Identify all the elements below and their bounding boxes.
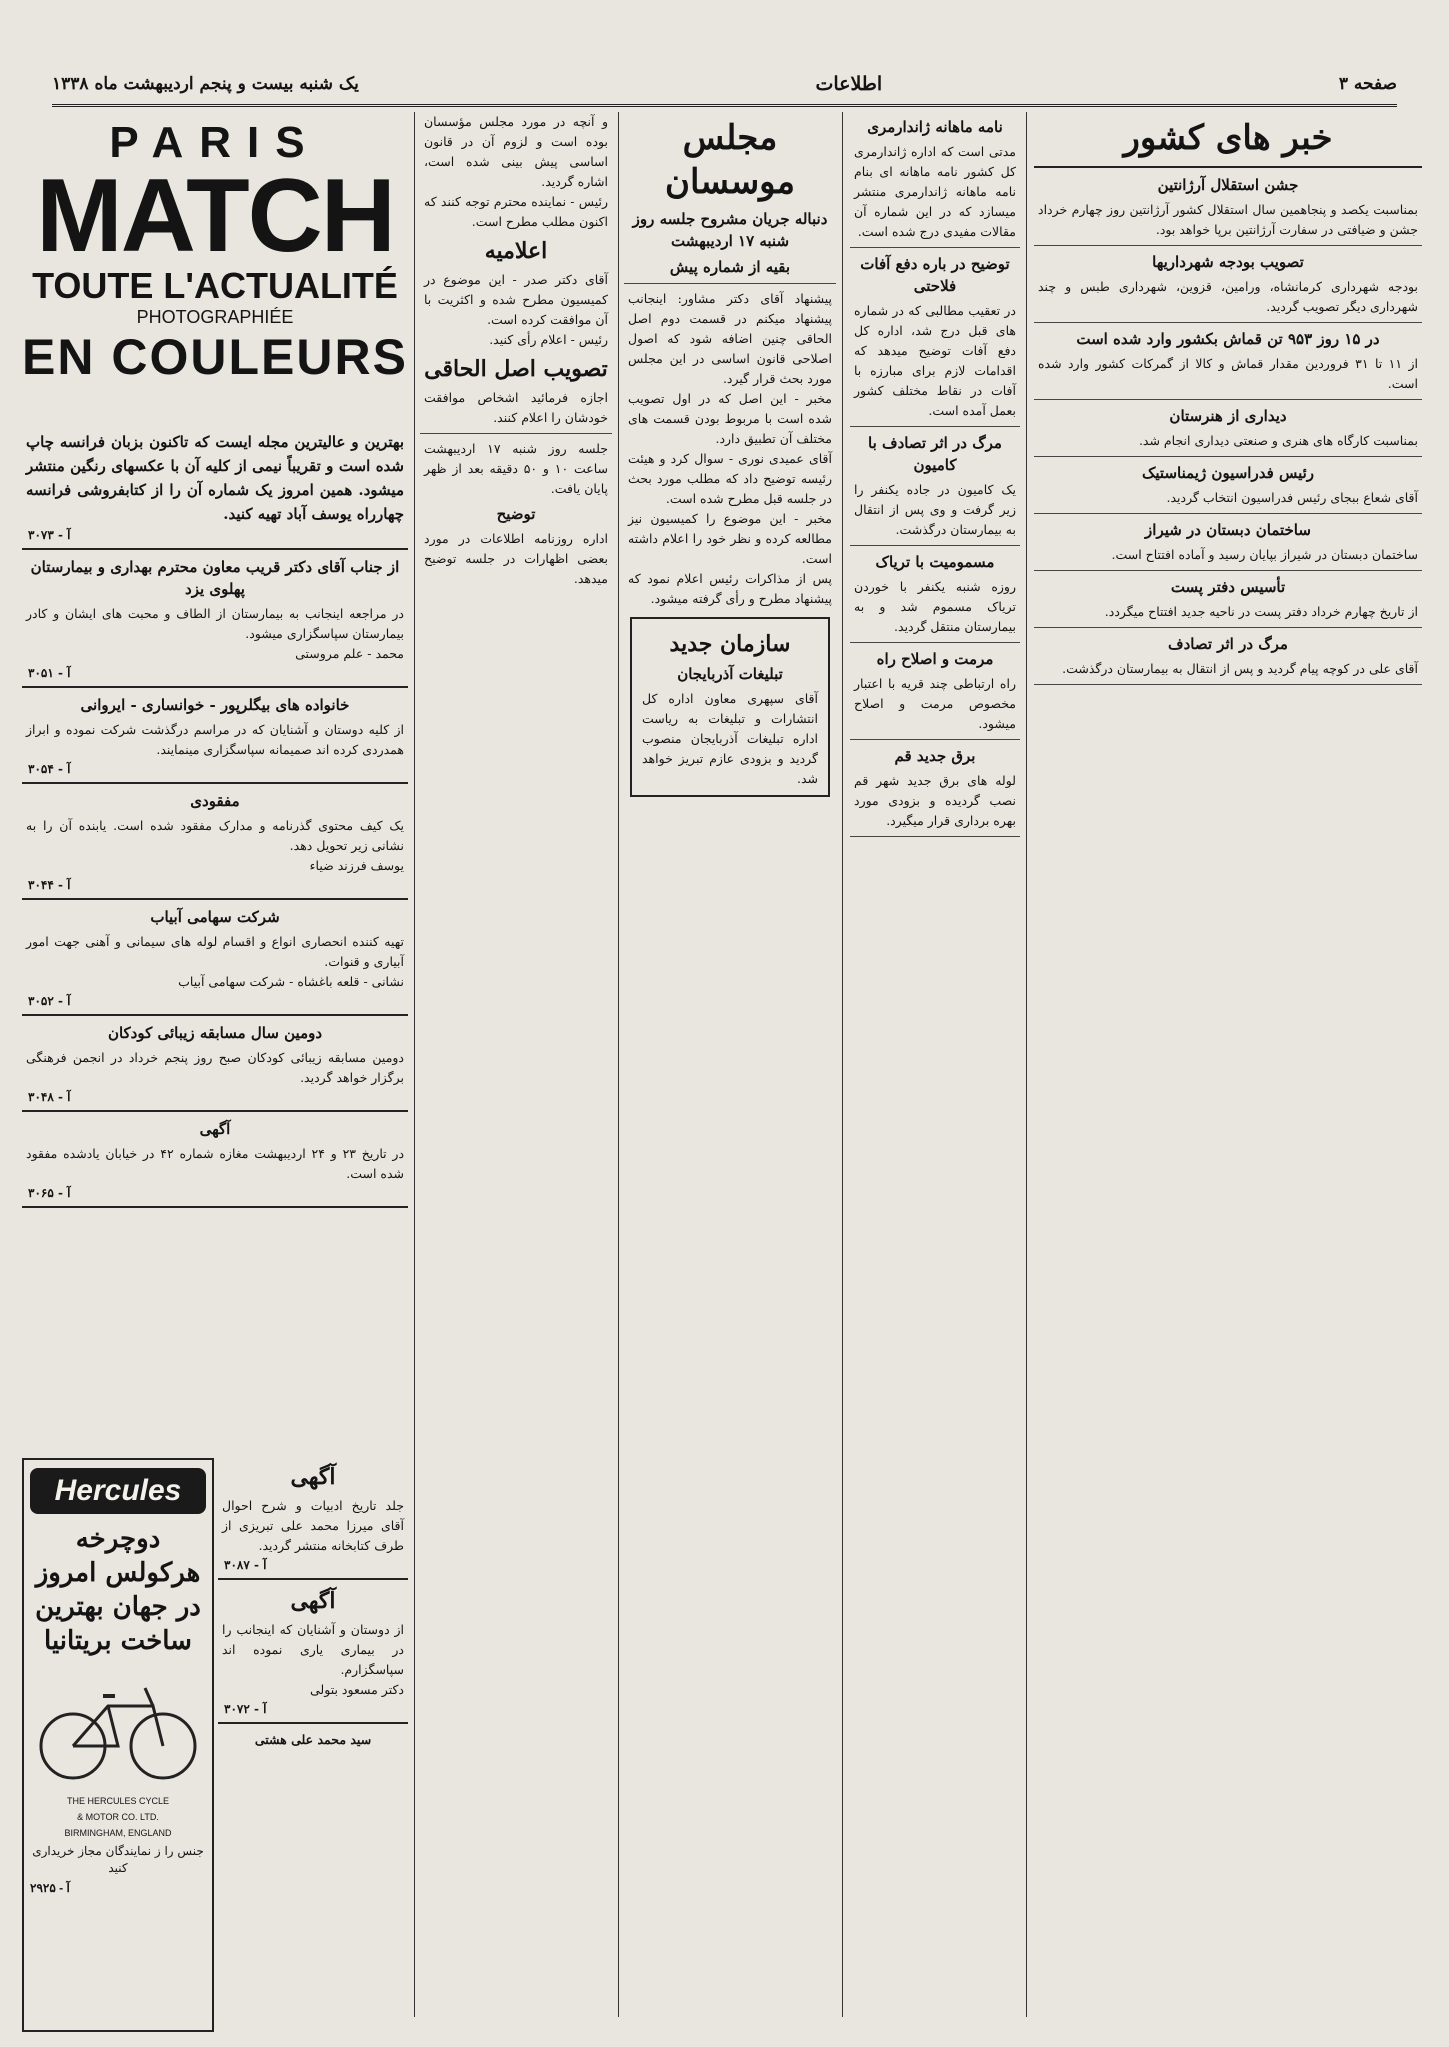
issue-date: یک شنبه بیست و پنجم اردیبهشت ماه ۱۳۳۸ — [52, 74, 359, 94]
ad-sign: یوسف فرزند ضیاء — [309, 858, 404, 873]
misc-heading: مرگ در اثر تصادف با کامیون — [868, 434, 1002, 474]
news-heading: رئیس فدراسیون ژیمناستیک — [1141, 464, 1315, 482]
ad-title: خانواده های بیگلرپور - خوانساری - ایروانی — [80, 696, 350, 714]
news-text: بمناسبت کارگاه های هنری و صنعتی دیداری انجام شد. — [1138, 433, 1418, 448]
subhead: اعلامیه — [484, 238, 548, 264]
news-text: بودجه شهرداری کرمانشاه، ورامین، قزوین، شهرداری طبس و چند شهرداری دیگر تصویب گردید. — [1038, 279, 1418, 314]
divider — [1034, 570, 1422, 571]
subhead: تصویب اصل الحاقی — [424, 356, 608, 382]
pm-photo: PHOTOGRAPHIÉE — [136, 307, 294, 327]
news-text: از تاریخ چهارم خرداد دفتر پست در ناحیه جدید افتتاح میگردد. — [1104, 604, 1418, 619]
small-ad-title: آگهی — [290, 1588, 336, 1614]
hercules-logo: Hercules — [30, 1468, 206, 1514]
pm-match: MATCH — [36, 158, 394, 274]
assembly-title: مجلس موسسان — [665, 118, 795, 202]
assembly-paragraph: مخبر - این اصل که در اول تصویب شده است با مربوط بودن قسمت های مختلف آن تطبیق دارد. — [628, 391, 832, 446]
divider — [850, 739, 1020, 740]
ad-sign: محمد - علم مروستی — [295, 646, 404, 661]
assembly-text — [624, 289, 836, 609]
ad-code: آ - ۳۰۴۴ — [28, 878, 71, 892]
news-text: آقای علی در کوچه پیام گردید و پس از انتقال به بیمارستان درگذشت. — [1062, 661, 1418, 676]
news-text: از ۱۱ تا ۳۱ فروردین مقدار قماش و کالا از گمرکات کشور وارد شده است. — [1038, 356, 1418, 391]
divider — [1034, 627, 1422, 628]
divider — [850, 426, 1020, 427]
assembly-continued-column — [420, 112, 612, 2027]
ad-text: از کلیه دوستان و آشنایان که در مراسم درگذشت شرکت نموده و ابراز همدردی کرده اند صمیمانه سپاسگزاری مینمایند. — [26, 722, 404, 757]
divider — [850, 642, 1020, 643]
divider — [850, 545, 1020, 546]
misc-news-items — [850, 116, 1020, 837]
column-rule — [1026, 112, 1027, 2017]
explain-text: اداره روزنامه اطلاعات در مورد بعضی اظهارات در جلسه توضیح میدهد. — [424, 531, 608, 586]
column-rule — [842, 112, 843, 2017]
news-heading: تصویب بودجه شهرداریها — [1152, 253, 1304, 271]
adjourn-note: جلسه روز شنبه ۱۷ اردیبهشت ساعت ۱۰ و ۵۰ دقیقه بعد از ظهر پایان یافت. — [424, 441, 608, 496]
divider — [22, 898, 408, 900]
news-column — [1034, 112, 1422, 2027]
ad-text: دومین مسابقه زیبائی کودکان صبح روز پنجم خرداد در انجمن فرهنگی برگزار خواهد گردید. — [26, 1050, 404, 1085]
assembly-paragraph: آقای دکتر صدر - این موضوع در کمیسیون مطرح شده و اکثریت با آن موافقت کرده است. — [424, 272, 608, 327]
new-organization-box — [630, 617, 830, 797]
divider — [22, 1014, 408, 1016]
small-ad-text: از دوستان و آشنایان که اینجانب را در بیماری یاری نموده اند سپاسگزارم. — [222, 1622, 404, 1677]
ad-title: شرکت سهامی آبیاب — [150, 908, 280, 926]
ad-title: آگهی — [199, 1120, 231, 1138]
misc-text: راه ارتباطی چند قریه با اعتبار مخصوص مرمت و اصلاح میشود. — [854, 676, 1016, 731]
misc-text: لوله های برق جدید شهر قم نصب گردیده و بزودی مورد بهره برداری قرار میگیرد. — [854, 773, 1016, 828]
news-heading: در ۱۵ روز ۹۵۳ تن قماش بکشور وارد شده است — [1076, 330, 1380, 348]
assembly-paragraph: و آنچه در مورد مجلس مؤسسان بوده است و لزوم آن در قانون اساسی پیش بینی شده است، اشاره گردید. — [424, 114, 608, 189]
hercules-addr-3: BIRMINGHAM, ENGLAND — [64, 1828, 172, 1838]
small-ads-column — [218, 1458, 408, 2027]
hercules-code: آ - ۲۹۲۵ — [30, 1881, 70, 1895]
divider — [22, 1206, 408, 1208]
ad-code: آ - ۳۰۵۴ — [28, 762, 71, 776]
divider — [1034, 245, 1422, 246]
ads-list — [22, 556, 408, 1208]
news-text: ساختمان دبستان در شیراز بپایان رسید و آماده افتتاح است. — [1111, 547, 1418, 562]
small-ad-code: آ - ۳۰۸۷ — [224, 1558, 267, 1572]
pm-persian-text: بهترین و عالیترین مجله ایست که تاکنون بزبان فرانسه چاپ شده است و تقریباً نیمی از کلیه آن با عکسهای رنگین منتشر میشود. همین امروز یک شماره آن را از کتابفروشی فرانسه چهارراه یوسف آباد تهیه کنید. — [26, 433, 404, 523]
hercules-persian: جنس را ز نمایندگان مجاز خریداری کنید — [32, 1844, 204, 1875]
misc-news-column — [850, 112, 1020, 2027]
continued-label: بقیه از شماره پیش — [669, 258, 791, 276]
ad-code: آ - ۳۰۵۲ — [28, 994, 71, 1008]
masthead — [52, 64, 1397, 107]
column-rule — [414, 112, 415, 2017]
hercules-addr-1: THE HERCULES CYCLE — [66, 1796, 170, 1806]
ad-code: آ - ۳۰۴۸ — [28, 1090, 71, 1104]
news-title: خبر های کشور — [1123, 118, 1333, 158]
divider — [22, 686, 408, 688]
ad-text: یک کیف محتوی گذرنامه و مدارک مفقود شده است. یابنده آن را به نشانی زیر تحویل دهد. — [26, 818, 404, 853]
divider — [1034, 456, 1422, 457]
ads-column — [22, 430, 408, 1447]
ad-title: از جناب آقای دکتر قریب معاون محترم بهداری و بیمارستان پهلوی یزد — [30, 558, 400, 598]
misc-text: یک کامیون در جاده یکنفر را زیر گرفت و وی پس از انتقال به بیمارستان درگذشت. — [854, 482, 1016, 537]
bottom-sign: سید محمد علی هشتی — [254, 1732, 372, 1747]
news-heading: مرگ در اثر تصادف — [1168, 635, 1288, 653]
news-text: آقای شعاع ببجای رئیس فدراسیون انتخاب گردید. — [1166, 490, 1418, 505]
misc-heading: مرمت و اصلاح راه — [876, 650, 994, 668]
ad-sign: نشانی - قلعه باغشاه - شرکت سهامی آبیاب — [178, 974, 404, 989]
paper-name: اطلاعات — [815, 73, 883, 95]
hercules-slogan: دوچرخه هرکولس امروز در جهان بهترین ساخت بریتانیا — [35, 1524, 201, 1656]
news-text: بمناسبت یکصد و پنجاهمین سال استقلال کشور آرژانتین روز چهارم خرداد جشن و ضیافتی در سفارت آرژانتین برپا خواهد بود. — [1038, 202, 1418, 237]
ad-title: دومین سال مسابقه زیبائی کودکان — [107, 1024, 323, 1042]
news-heading: جشن استقلال آرژانتین — [1157, 176, 1299, 194]
pm-toute: TOUTE L'ACTUALITÉ — [32, 265, 398, 306]
divider — [22, 1110, 408, 1112]
assembly-paragraph: رئیس - اعلام رأی کنید. — [489, 332, 608, 347]
news-heading: ساختمان دبستان در شیراز — [1145, 521, 1311, 539]
assembly-paragraph: مخبر - این موضوع را کمیسیون نیز مطالعه کرده و نظر خود را اعلام داشته است. — [628, 511, 832, 566]
ad-text: در تاریخ ۲۳ و ۲۴ اردیبهشت مغازه شماره ۴۲ در خیابان یادشده مفقود شده است. — [26, 1146, 405, 1181]
hercules-addr-2: & MOTOR CO. LTD. — [77, 1812, 159, 1822]
ad-text: تهیه کننده انحصاری انواع و اقسام لوله های سیمانی و آهنی جهت امور آبیاری و قنوات. — [26, 934, 404, 969]
assembly-paragraph: پیشنهاد آقای دکتر مشاور: اینجانب پیشنهاد میکنم در قسمت دوم اصل الحاقی چنین اضافه شود که اصول اصلاحی قانون اساسی در این مجلس مورد بحث قرار گیرد. — [628, 291, 832, 386]
assembly-paragraph: آقای عمیدی نوری - سوال کرد و هیئت رئیسه توضیح داد که مطلب مورد بحث در جلسه قبل مطرح شده است. — [628, 451, 832, 506]
column-rule — [618, 112, 619, 2017]
news-items — [1034, 174, 1422, 685]
divider — [1034, 399, 1422, 400]
divider — [218, 1722, 408, 1724]
box-heading: تبلیغات آذربایجان — [677, 665, 783, 683]
misc-heading: توضیح در باره دفع آفات فلاحتی — [860, 255, 1010, 295]
news-heading: دیداری از هنرستان — [1169, 407, 1287, 425]
misc-text: در تعقیب مطالبی که در شماره های قبل درج شد، اداره کل دفع آفات توضیح میدهد که اقدامات لازم برای مبارزه با آفات در نقاط مختلف کشور بعمل آمده است. — [854, 303, 1016, 418]
news-heading: تأسیس دفتر پست — [1170, 578, 1286, 596]
divider — [1034, 513, 1422, 514]
misc-heading: مسمومیت با تریاک — [875, 553, 995, 571]
ad-code: آ - ۳۰۶۵ — [28, 1186, 71, 1200]
ad-code: آ - ۳۰۵۱ — [28, 666, 71, 680]
assembly-subtitle: دنباله جریان مشروح جلسه روز شنبه ۱۷ اردیبهشت — [632, 210, 828, 250]
page-number: صفحه ۳ — [1338, 74, 1397, 94]
divider — [850, 836, 1020, 837]
misc-text: مدتی است که اداره ژاندارمری کل کشور نامه ماهانه ای بنام نامه ماهانه ژاندارمری منتشر میسازد که در این شماره آن مقالات مفیدی درج شده است. — [854, 144, 1016, 239]
box-title: سازمان جدید — [669, 631, 791, 657]
divider — [1034, 322, 1422, 323]
assembly-continued-text — [420, 112, 612, 428]
bicycle-icon — [33, 1666, 203, 1786]
misc-heading: برق جدید قم — [894, 747, 976, 765]
pm-paris: PARIS — [109, 118, 321, 167]
explain-title: توضیح — [496, 505, 536, 523]
small-ad-sign: دکتر مسعود بتولی — [310, 1682, 404, 1697]
divider — [1034, 684, 1422, 685]
divider — [850, 247, 1020, 248]
assembly-column — [624, 112, 836, 2027]
pm-couleurs: EN COULEURS — [22, 329, 408, 385]
assembly-paragraph: اجازه فرمائید اشخاص موافقت خودشان را اعلام کنند. — [424, 390, 608, 425]
paris-match-ad — [22, 120, 408, 420]
ad-text: در مراجعه اینجانب به بیمارستان از الطاف و محبت های ایشان و کادر بیمارستان سپاسگزاری میشود. — [26, 606, 404, 641]
small-ads-list — [218, 1462, 408, 1724]
misc-text: روزه شنبه یکنفر با خوردن تریاک مسموم شد و به بیمارستان منتقل گردید. — [854, 579, 1016, 634]
pm-code: آ - ۳۰۷۳ — [28, 528, 71, 542]
small-ad-text: جلد تاریخ ادبیات و شرح احوال آقای میرزا محمد علی تبریزی از طرف کتابخانه منتشر گردید. — [222, 1498, 404, 1553]
hercules-ad — [22, 1458, 214, 2032]
small-ad-code: آ - ۳۰۷۲ — [224, 1702, 267, 1716]
assembly-paragraph: رئیس - نماینده محترم توجه کنند که اکنون مطلب مطرح است. — [424, 194, 608, 229]
misc-heading: نامه ماهانه ژاندارمری — [867, 118, 1003, 136]
box-text: آقای سپهری معاون اداره کل انتشارات و تبلیغات به ریاست اداره تبلیغات آذربایجان منصوب گردید و بزودی عازم تبریز خواهد شد. — [642, 691, 818, 786]
divider — [22, 782, 408, 784]
small-ad-title: آگهی — [290, 1464, 336, 1490]
ad-title: مفقودی — [190, 792, 240, 810]
divider — [218, 1578, 408, 1580]
assembly-paragraph: پس از مذاکرات رئیس اعلام نمود که پیشنهاد مطرح و رأی گرفته میشود. — [628, 571, 832, 606]
